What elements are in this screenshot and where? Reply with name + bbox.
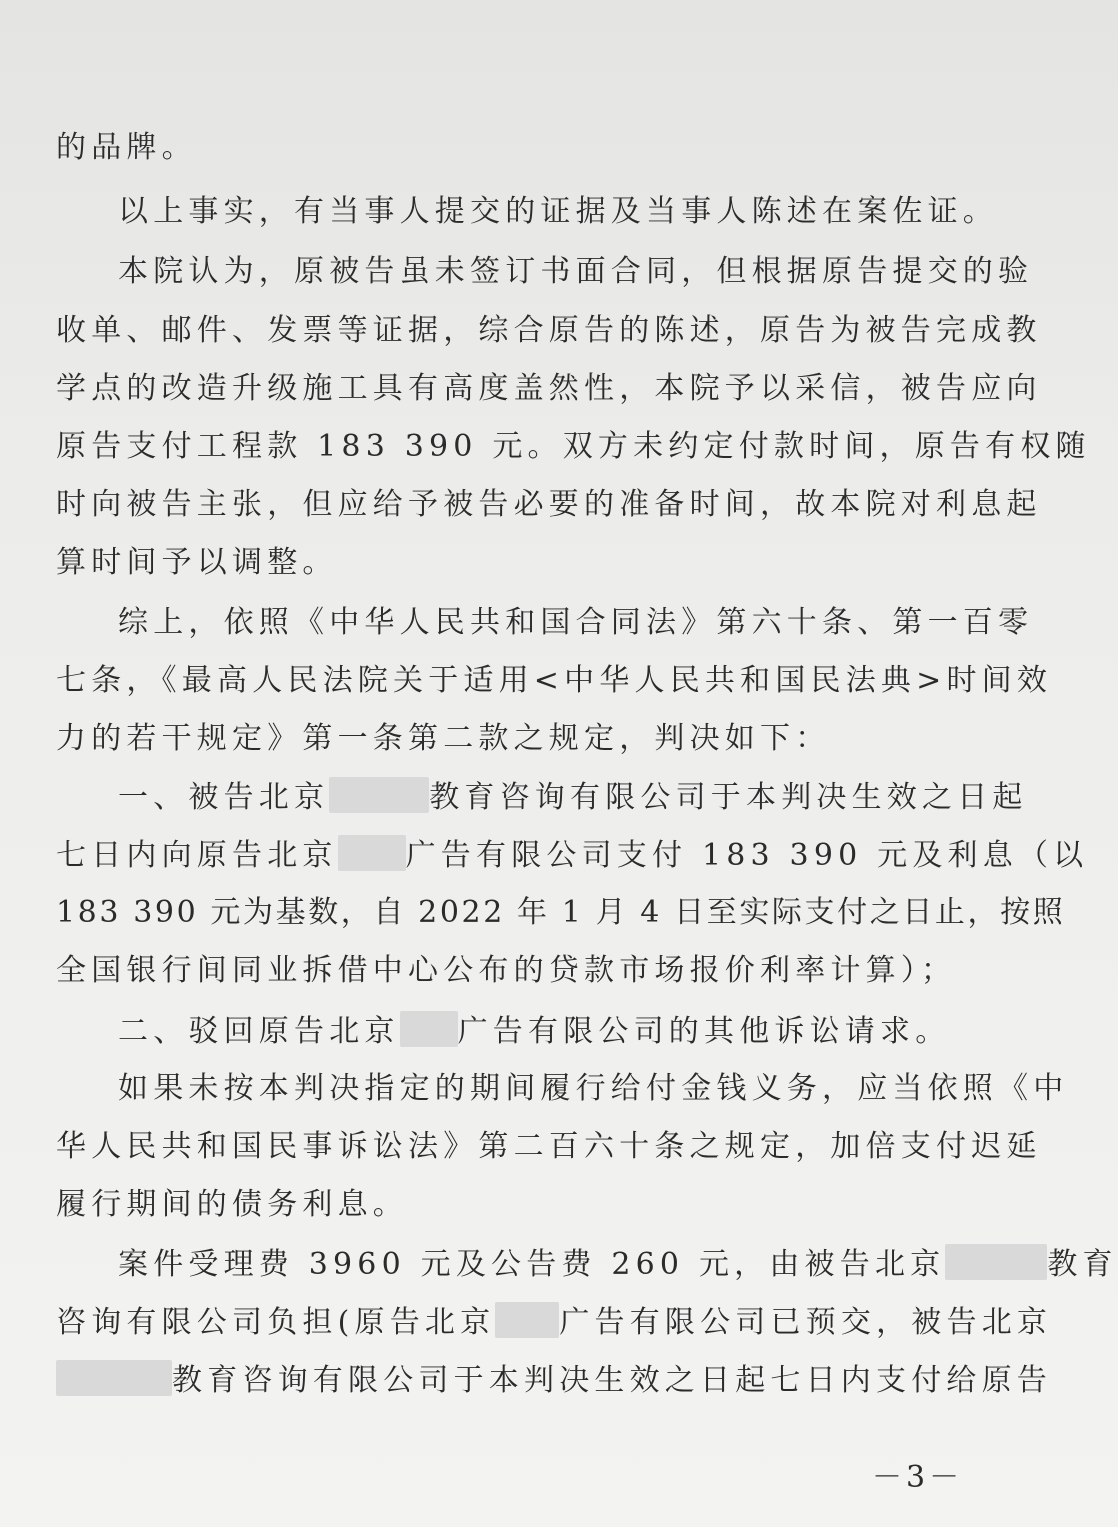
text-line <box>118 1011 1001 1052</box>
text-line: 学点的改造升级施工具有高度盖然性，本院予以采信，被告应向 <box>56 371 1042 406</box>
text-line: 履行期间的债务利息。 <box>56 1187 408 1222</box>
text-line <box>56 1360 1052 1401</box>
text-line: 的品牌。 <box>56 130 197 165</box>
text-line: 183 390 元为基数，自 2022 年 1 月 4 日至实际支付之日止，按照 <box>56 895 1066 930</box>
text-line: 原告支付工程款 183 390 元。双方未约定付款时间，原告有权随 <box>56 429 1091 464</box>
text-line: 七条，《最高人民法院关于适用<中华人民共和国民法典>时间效 <box>56 663 1053 698</box>
text-segment: 广告有限公司已预交，被告北京 <box>559 1305 1053 1340</box>
text-segment: 广告有限公司支付 183 390 元及利息（以 <box>405 838 1089 873</box>
redaction-block <box>400 1011 458 1047</box>
text-segment: 教育 <box>1047 1247 1118 1282</box>
text-segment: 案件受理费 3960 元及公告费 260 元，由被告北京 <box>118 1247 946 1282</box>
text-segment: 七日内向原告北京 <box>56 838 338 873</box>
text-segment: 咨询有限公司负担(原告北京 <box>56 1305 496 1340</box>
page-number: －3－ <box>872 1460 964 1495</box>
text-line: 综上，依照《中华人民共和国合同法》第六十条、第一百零 <box>118 605 1034 640</box>
redaction-block <box>56 1360 172 1396</box>
text-line: 力的若干规定》第一条第二款之规定，判决如下： <box>56 721 831 756</box>
text-line: 时向被告主张，但应给予被告必要的准备时间，故本院对利息起 <box>56 487 1042 522</box>
text-segment: 二、驳回原告北京 <box>118 1014 400 1049</box>
redaction-block <box>945 1244 1047 1280</box>
redaction-block <box>495 1302 559 1338</box>
text-segment: 教育咨询有限公司于本判决生效之日起 <box>429 780 1028 815</box>
text-segment: 广告有限公司的其他诉讼请求。 <box>457 1014 951 1049</box>
text-line <box>118 777 1028 818</box>
text-line: 本院认为，原被告虽未签订书面合同，但根据原告提交的验 <box>118 254 1034 289</box>
text-line <box>118 1244 1118 1285</box>
text-line: 收单、邮件、发票等证据，综合原告的陈述，原告为被告完成教 <box>56 313 1042 348</box>
text-line <box>56 835 1089 876</box>
text-line: 算时间予以调整。 <box>56 545 338 580</box>
redaction-block <box>329 777 429 813</box>
text-line: 以上事实，有当事人提交的证据及当事人陈述在案佐证。 <box>118 194 998 229</box>
redaction-block <box>338 835 406 871</box>
text-segment: 教育咨询有限公司于本判决生效之日起七日内支付给原告 <box>172 1363 1052 1398</box>
text-segment: 一、被告北京 <box>118 780 330 815</box>
text-line: 全国银行间同业拆借中心公布的贷款市场报价利率计算）； <box>56 953 957 988</box>
text-line: 华人民共和国民事诉讼法》第二百六十条之规定，加倍支付迟延 <box>56 1129 1042 1164</box>
text-line <box>56 1302 1053 1343</box>
text-line: 如果未按本判决指定的期间履行给付金钱义务，应当依照《中 <box>118 1071 1069 1106</box>
